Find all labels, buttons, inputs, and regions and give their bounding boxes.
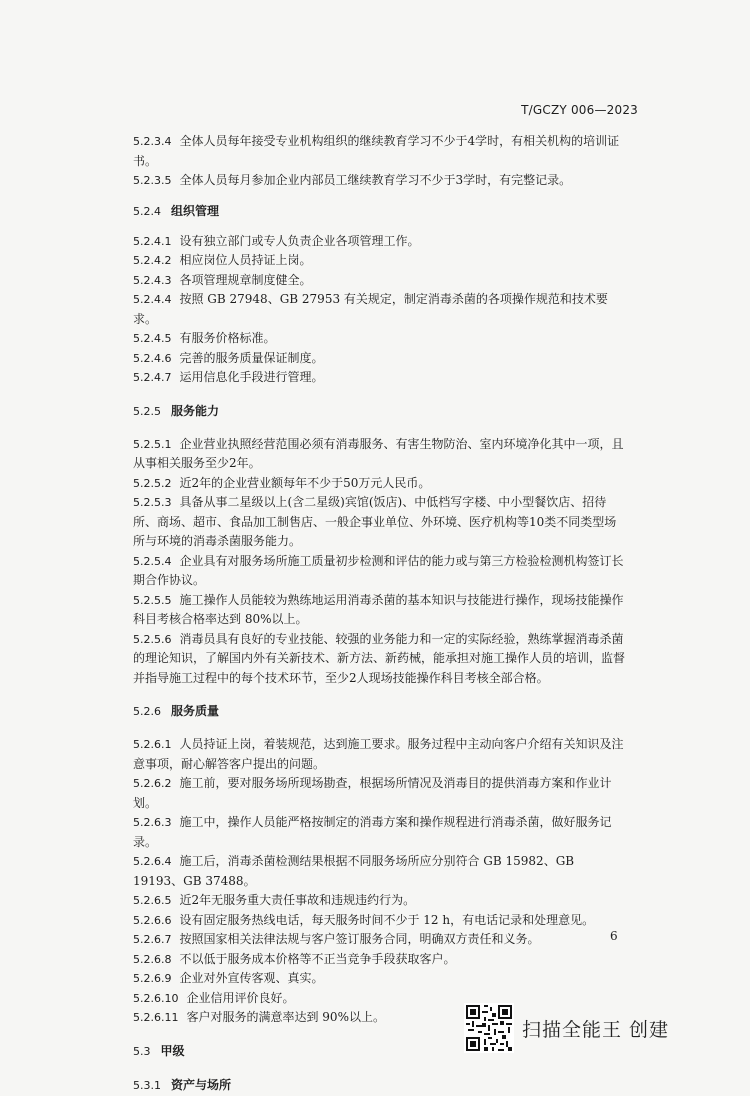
section-number: 5.2.6 bbox=[133, 705, 161, 718]
clause-number: 5.2.6.9 bbox=[133, 972, 172, 985]
clause-5-2-4-5 bbox=[133, 329, 628, 349]
clause-number: 5.2.6.3 bbox=[133, 816, 172, 829]
clause-number: 5.2.5.5 bbox=[133, 593, 172, 607]
clause-number: 5.2.5.6 bbox=[133, 632, 172, 646]
clause-number: 5.2.6.11 bbox=[133, 1011, 179, 1024]
clause-5-2-5-5 bbox=[133, 591, 628, 630]
clause-text: 施工前，要对服务场所现场勘查，根据场所情况及消毒目的提供消毒方案和作业计划。 bbox=[133, 776, 612, 810]
clause-5-2-6-6 bbox=[133, 911, 628, 931]
section-title: 资产与场所 bbox=[171, 1077, 232, 1092]
clause-number: 5.2.5.2 bbox=[133, 476, 172, 490]
clause-5-2-6-4 bbox=[133, 852, 628, 891]
clause-text: 客户对服务的满意率达到 90%以上。 bbox=[186, 1010, 385, 1024]
document-body bbox=[133, 132, 628, 1096]
section-title: 甲级 bbox=[160, 1043, 185, 1058]
page-number: 6 bbox=[610, 929, 618, 943]
clause-number: 5.2.6.7 bbox=[133, 933, 172, 946]
clause-number: 5.2.4.1 bbox=[133, 234, 172, 248]
clause-5-2-5-3 bbox=[133, 493, 628, 552]
clause-number: 5.2.3.5 bbox=[133, 174, 172, 187]
clause-number: 5.2.3.4 bbox=[133, 135, 172, 148]
clause-5-2-6-2 bbox=[133, 774, 628, 813]
clause-number: 5.2.5.1 bbox=[133, 437, 172, 451]
clause-5-2-6-3 bbox=[133, 813, 628, 852]
clause-text: 企业具有对服务场所施工质量初步检测和评估的能力或与第三方检验检测机构签订长期合作协议。 bbox=[133, 553, 624, 587]
clause-number: 5.2.6.10 bbox=[133, 991, 179, 1005]
clause-5-2-4-2 bbox=[133, 251, 628, 271]
clause-number: 5.2.5.4 bbox=[133, 554, 172, 568]
clause-number: 5.2.6.6 bbox=[133, 913, 172, 927]
clause-text: 按照国家相关法律法规与客户签订服务合同，明确双方责任和义务。 bbox=[179, 932, 540, 946]
scanner-watermark bbox=[464, 1003, 704, 1055]
clause-number: 5.2.4.2 bbox=[133, 254, 172, 267]
clause-number: 5.2.6.1 bbox=[133, 738, 172, 751]
clause-number: 5.2.6.8 bbox=[133, 952, 172, 966]
clause-text: 人员持证上岗，着装规范，达到施工要求。服务过程中主动向客户介绍有关知识及注意事项，耐心解答客户提出的问题。 bbox=[133, 737, 624, 771]
clause-number: 5.2.4.3 bbox=[133, 273, 172, 287]
clause-5-2-3-5 bbox=[133, 171, 628, 191]
clause-5-2-6-9 bbox=[133, 969, 628, 989]
clause-text: 全体人员每月参加企业内部员工继续教育学习不少于3学时，有完整记录。 bbox=[179, 173, 572, 187]
clause-number: 5.2.5.3 bbox=[133, 496, 172, 509]
clause-text: 相应岗位人员持证上岗。 bbox=[179, 253, 312, 267]
clause-text: 企业对外宣传客观、真实。 bbox=[179, 971, 324, 985]
clause-5-2-4-4 bbox=[133, 290, 628, 329]
clause-text: 全体人员每年接受专业机构组织的继续教育学习不少于4学时，有相关机构的培训证书。 bbox=[133, 134, 620, 168]
section-number: 5.2.4 bbox=[133, 204, 161, 218]
clause-5-2-3-4 bbox=[133, 132, 628, 171]
clause-5-2-4-6 bbox=[133, 349, 628, 369]
clause-5-2-5-2 bbox=[133, 474, 628, 494]
qr-code-icon bbox=[464, 1003, 514, 1053]
section-title: 服务质量 bbox=[171, 704, 220, 718]
clause-5-2-4-1 bbox=[133, 232, 628, 252]
clause-text: 不以低于服务成本价格等不正当竞争手段获取客户。 bbox=[179, 951, 456, 966]
clause-text: 近2年无服务重大责任事故和违规违约行为。 bbox=[179, 893, 416, 907]
clause-text: 按照 GB 27948、GB 27953 有关规定，制定消毒杀菌的各项操作规范和技术要求。 bbox=[133, 292, 608, 326]
section-heading-5-2-5 bbox=[133, 401, 628, 422]
section-title: 组织管理 bbox=[171, 203, 220, 218]
clause-text: 近2年的企业营业额每年不少于50万元人民币。 bbox=[179, 475, 431, 490]
section-heading-5-2-4 bbox=[133, 201, 628, 222]
clause-text: 各项管理规章制度健全。 bbox=[179, 272, 312, 287]
watermark-text: 扫描全能王 创建 bbox=[522, 1019, 670, 1041]
section-heading-5-2-6 bbox=[133, 701, 628, 722]
clause-text: 设有固定服务热线电话，每天服务时间不少于 12 h，有电话记录和处理意见。 bbox=[179, 912, 595, 927]
clause-number: 5.2.4.5 bbox=[133, 332, 172, 345]
clause-text: 企业营业执照经营范围必须有消毒服务、有害生物防治、室内环境净化其中一项，且从事相关服务至少2年。 bbox=[133, 436, 624, 470]
section-number: 5.2.5 bbox=[133, 404, 161, 418]
section-number: 5.3.1 bbox=[133, 1078, 161, 1092]
clause-5-2-5-6 bbox=[133, 630, 628, 689]
clause-number: 5.2.4.7 bbox=[133, 371, 172, 384]
clause-5-2-6-7 bbox=[133, 930, 628, 950]
clause-5-2-6-5 bbox=[133, 891, 628, 911]
clause-number: 5.2.6.5 bbox=[133, 894, 172, 907]
clause-number: 5.2.4.6 bbox=[133, 351, 172, 365]
clause-text: 施工操作人员能较为熟练地运用消毒杀菌的基本知识与技能进行操作，现场技能操作科目考核合格率达到 80%以上。 bbox=[133, 592, 624, 626]
clause-5-2-4-7 bbox=[133, 368, 628, 388]
clause-5-2-6-1 bbox=[133, 735, 628, 774]
clause-text: 施工后，消毒杀菌检测结果根据不同服务场所应分别符合 GB 15982、GB 19193、GB 37488。 bbox=[133, 854, 575, 888]
clause-text: 完善的服务质量保证制度。 bbox=[179, 350, 324, 365]
clause-number: 5.2.6.2 bbox=[133, 777, 172, 790]
clause-text: 消毒员具有良好的专业技能、较强的业务能力和一定的实际经验，熟练掌握消毒杀菌的理论知识，了解国内外有关新技术、新方法、新药械，能承担对施工操作人员的培训，监督并指导施工过程中的每个技术环节，至少2人现场技能操作科目考核全部合格。 bbox=[133, 631, 626, 685]
clause-text: 企业信用评价良好。 bbox=[186, 990, 295, 1005]
section-title: 服务能力 bbox=[171, 403, 220, 418]
document-code: T/GCZY 006—2023 bbox=[521, 103, 638, 117]
clause-text: 设有独立部门或专人负责企业各项管理工作。 bbox=[179, 233, 420, 248]
clause-text: 有服务价格标准。 bbox=[179, 331, 276, 345]
clause-5-2-4-3 bbox=[133, 271, 628, 291]
clause-number: 5.2.4.4 bbox=[133, 293, 172, 306]
clause-5-2-5-1 bbox=[133, 435, 628, 474]
clause-text: 具备从事二星级以上(含二星级)宾馆(饭店)、中低档写字楼、中小型餐饮店、招待所、商场、超市、食品加工制售店、一般企事业单位、外环境、医疗机构等10类不同类型场所与环境的消毒杀菌服务能力。 bbox=[133, 495, 617, 548]
clause-text: 施工中，操作人员能严格按制定的消毒方案和操作规程进行消毒杀菌，做好服务记录。 bbox=[133, 815, 612, 849]
clause-5-2-6-8 bbox=[133, 950, 628, 970]
section-number: 5.3 bbox=[133, 1044, 151, 1058]
clause-number: 5.2.6.4 bbox=[133, 855, 172, 868]
clause-5-2-5-4 bbox=[133, 552, 628, 591]
clause-text: 运用信息化手段进行管理。 bbox=[179, 370, 324, 384]
section-heading-5-3-1 bbox=[133, 1075, 628, 1096]
